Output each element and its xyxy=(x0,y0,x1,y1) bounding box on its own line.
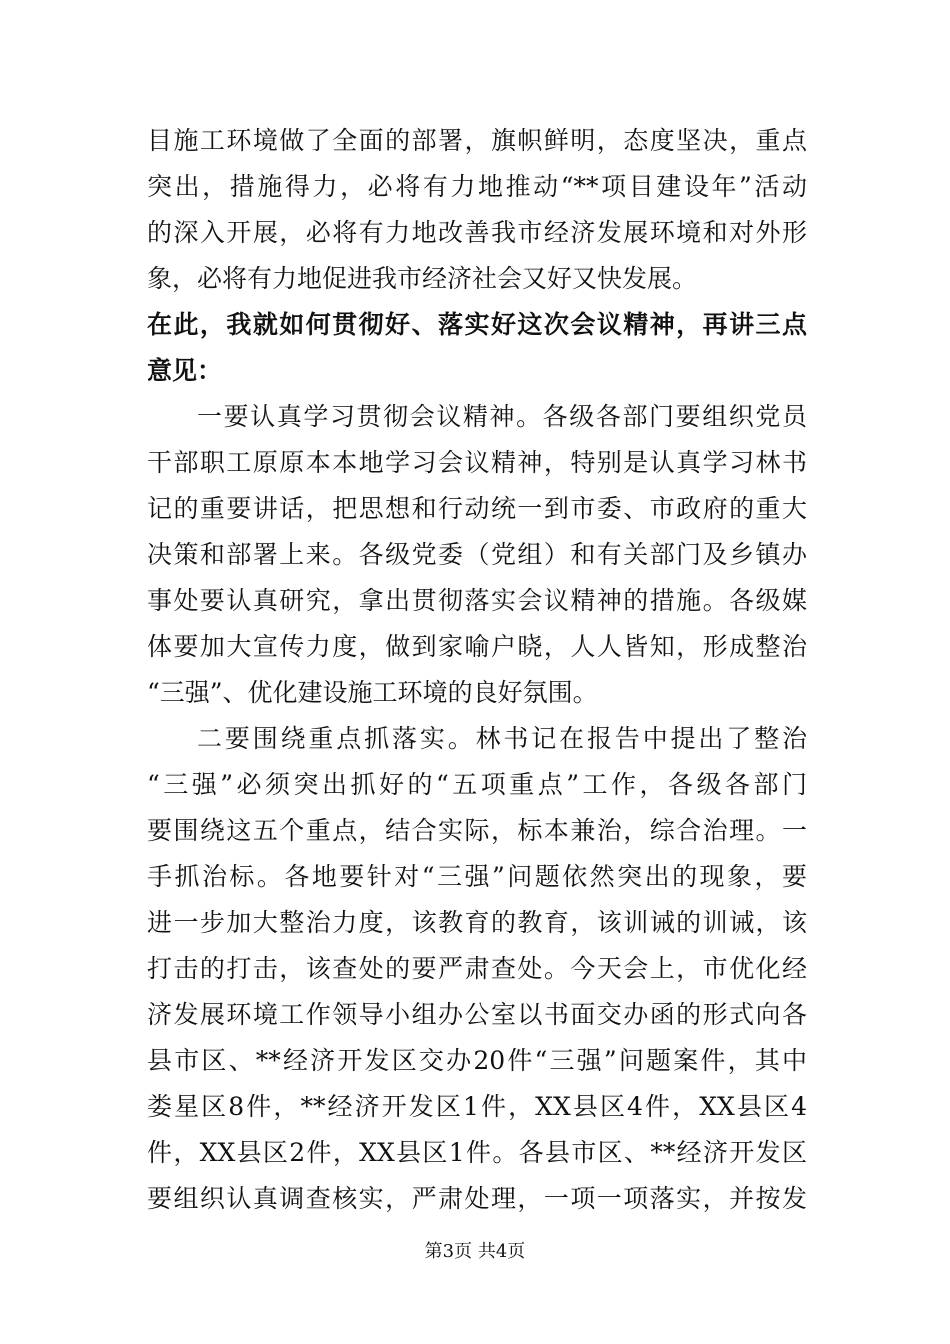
text-line: 象，必将有力地促进我市经济社会又好又快发展。 xyxy=(147,264,698,293)
text-line: 要围绕这五个重点，结合实际，标本兼治，综合治理。一 xyxy=(147,816,807,845)
text-line: 突出，措施得力，必将有力地推动“**项目建设年”活动 xyxy=(147,172,807,201)
text-line: 干部职工原原本本地学习会议精神，特别是认真学习林书 xyxy=(147,448,807,477)
text-line: 一要认真学习贯彻会议精神。各级各部门要组织党员 xyxy=(197,402,807,431)
text-line: 打击的打击，该查处的要严肃查处。今天会上，市优化经 xyxy=(147,954,807,983)
text-line: “三强”、优化建设施工环境的良好氛围。 xyxy=(147,678,598,707)
heading-line: 意见： xyxy=(147,356,223,385)
page-number-footer: 第3页 共4页 xyxy=(424,1241,526,1262)
heading-line: 在此，我就如何贯彻好、落实好这次会议精神，再讲三点 xyxy=(147,310,807,339)
text-line: 件，XX县区2件，XX县区1件。各县市区、**经济开发区 xyxy=(147,1138,807,1167)
text-line: 记的重要讲话，把思想和行动统一到市委、市政府的重大 xyxy=(147,494,807,523)
text-line: 要组织认真调查核实，严肃处理，一项一项落实，并按发 xyxy=(147,1184,807,1213)
text-line: 娄星区8件，**经济开发区1件，XX县区4件，XX县区4 xyxy=(147,1092,807,1121)
text-line: 手抓治标。各地要针对“三强”问题依然突出的现象，要 xyxy=(147,862,807,891)
text-line: 事处要认真研究，拿出贯彻落实会议精神的措施。各级媒 xyxy=(147,586,807,615)
text-line: 二要围绕重点抓落实。林书记在报告中提出了整治 xyxy=(197,724,807,753)
text-line: 的深入开展，必将有力地改善我市经济发展环境和对外形 xyxy=(147,218,807,247)
text-line: 体要加大宣传力度，做到家喻户晓，人人皆知，形成整治 xyxy=(147,632,807,661)
text-line: 县市区、**经济开发区交办20件“三强”问题案件，其中 xyxy=(147,1046,807,1075)
text-line: 目施工环境做了全面的部署，旗帜鲜明，态度坚决，重点 xyxy=(147,126,807,155)
text-line: 决策和部署上来。各级党委（党组）和有关部门及乡镇办 xyxy=(147,540,807,569)
text-line: “三强”必须突出抓好的“五项重点”工作，各级各部门 xyxy=(147,770,807,799)
text-line: 进一步加大整治力度，该教育的教育，该训诫的训诫，该 xyxy=(147,908,807,937)
text-line: 济发展环境工作领导小组办公室以书面交办函的形式向各 xyxy=(147,1000,807,1029)
